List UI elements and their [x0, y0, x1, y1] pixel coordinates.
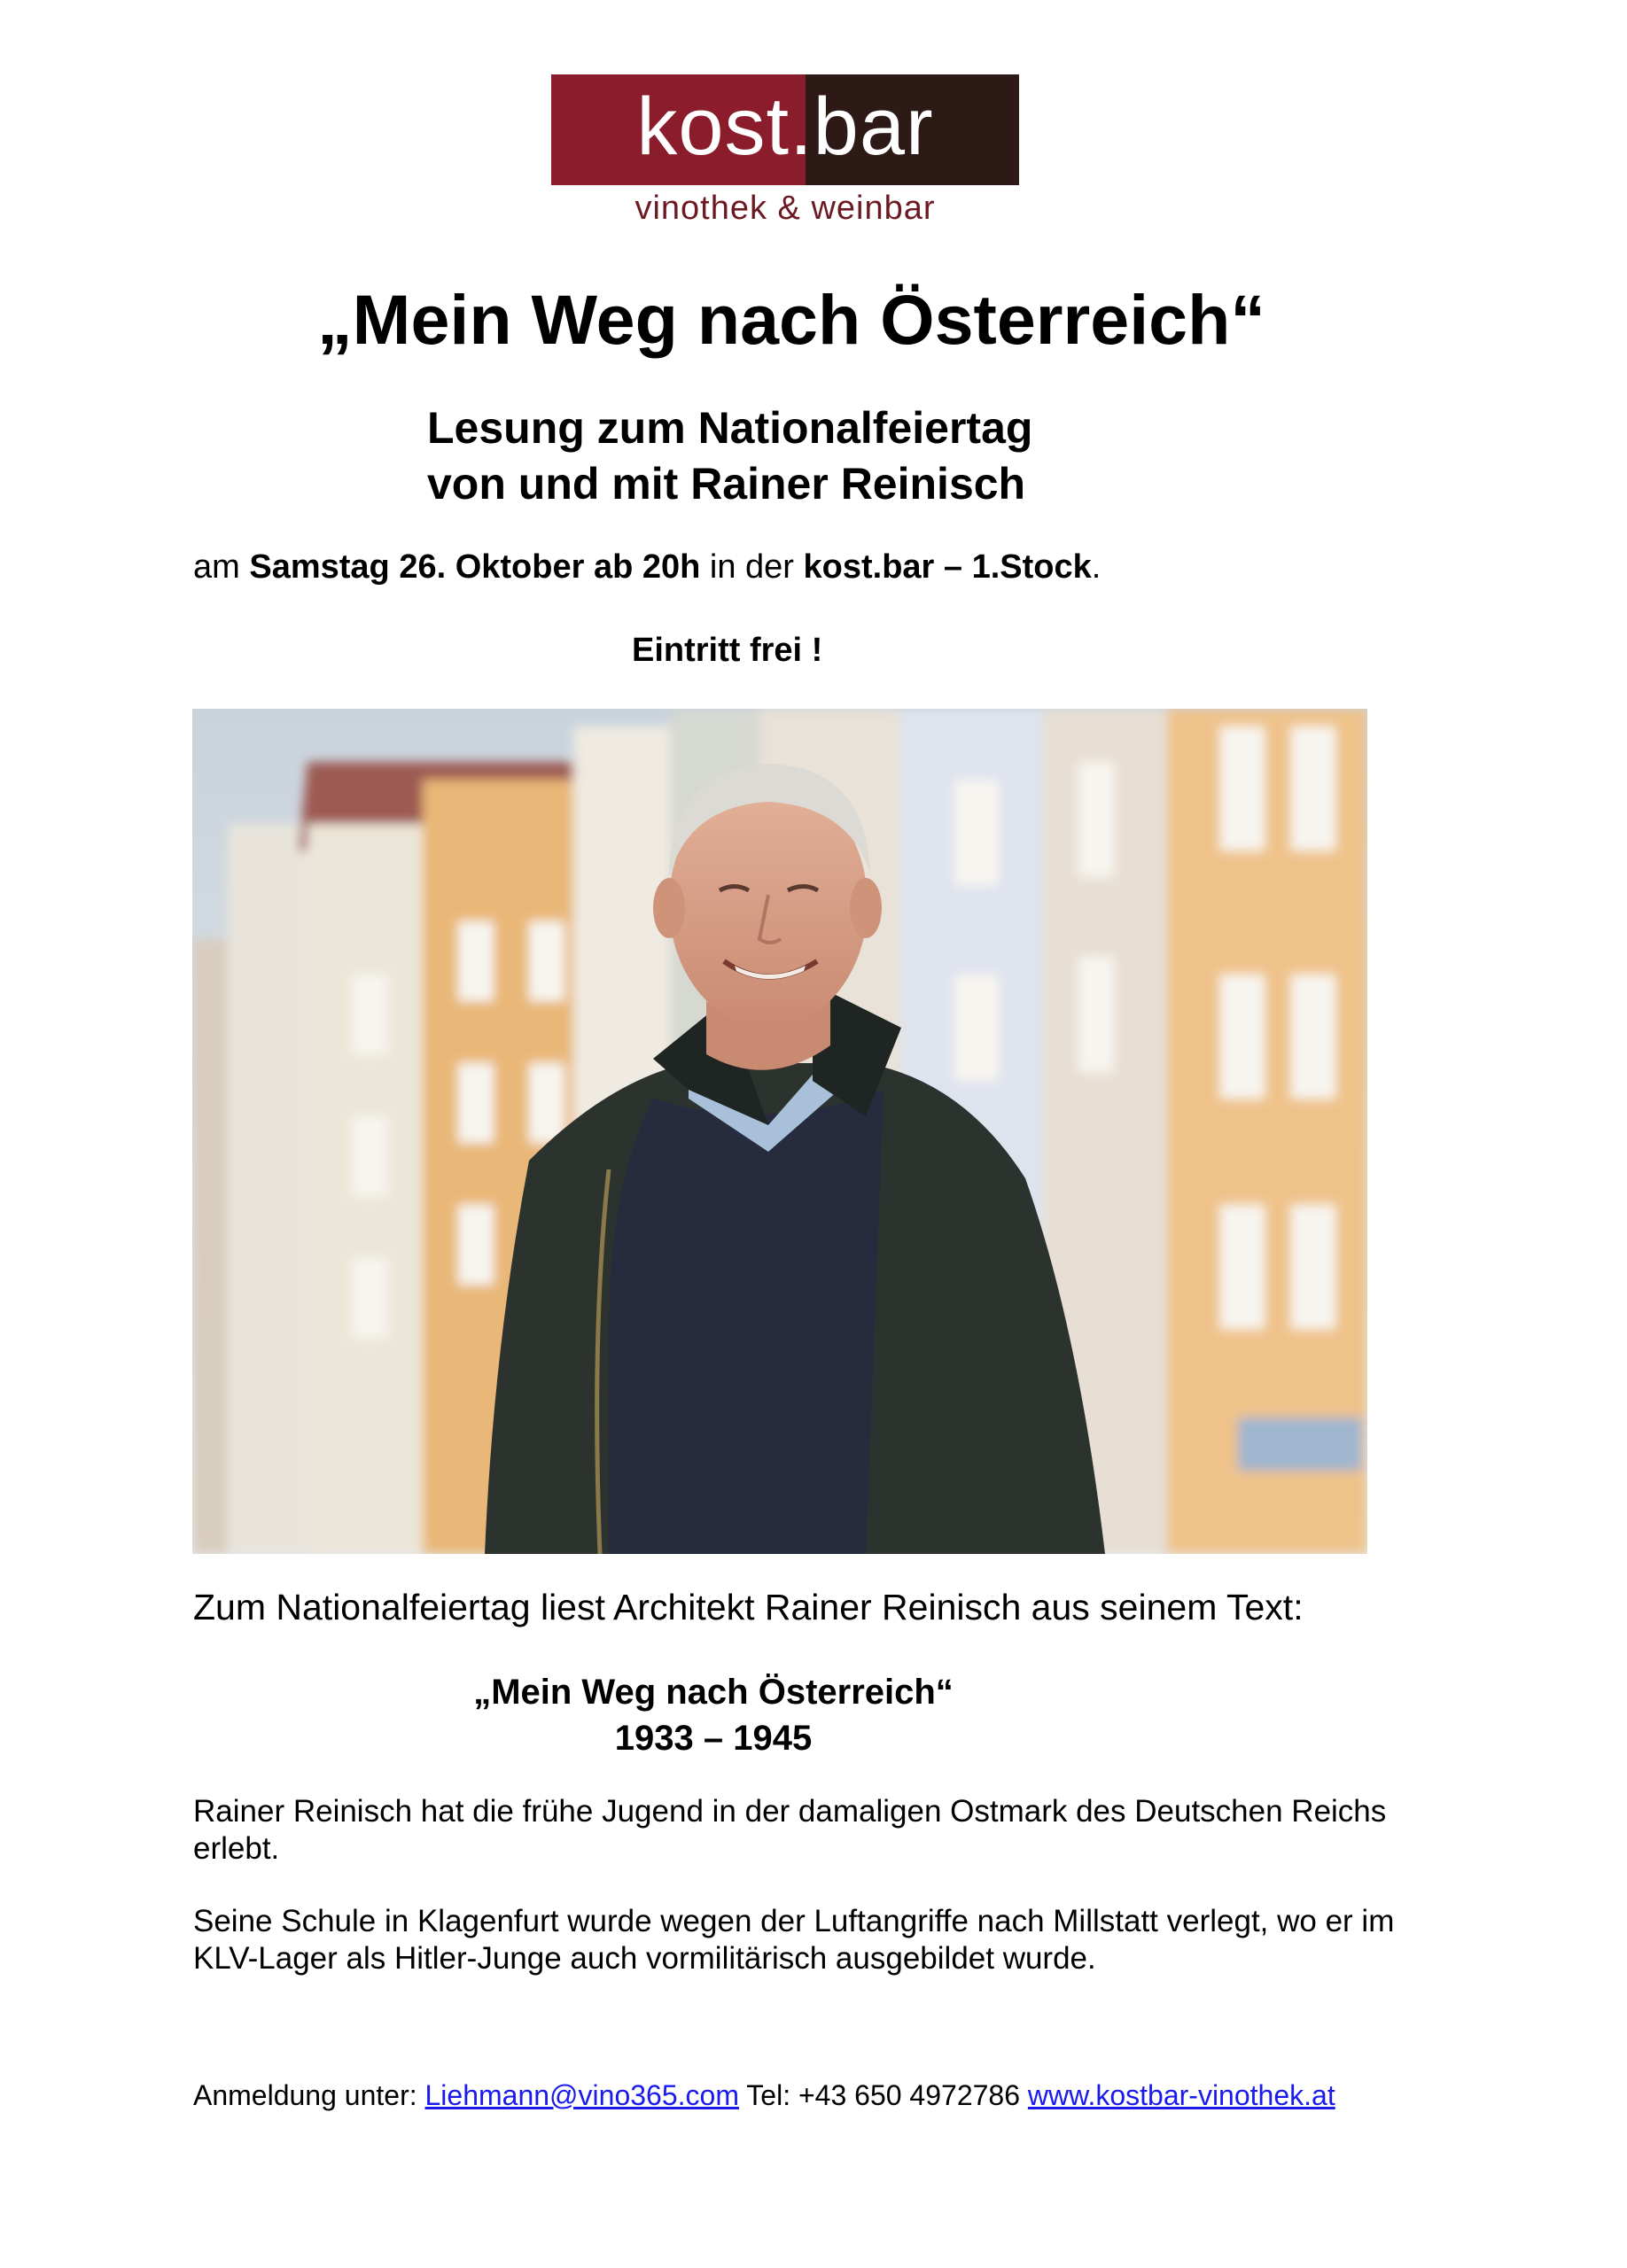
event-date-line: [193, 548, 1101, 588]
contact-line: [193, 2078, 1335, 2112]
intro-text: Zum Nationalfeiertag liest Architekt Rainer Reinisch aus seinem Text:: [193, 1587, 1304, 1627]
event-title: „Mein Weg nach Österreich“: [317, 280, 1265, 359]
logo-tagline: vinothek & weinbar: [634, 190, 936, 227]
date-suffix: .: [1091, 548, 1102, 586]
quote-title: „Mein Weg nach Österreich“: [473, 1673, 954, 1712]
phone-number: Tel: +43 650 4972786: [738, 2079, 1028, 2111]
text-quote: [0, 1669, 1427, 1761]
subtitle-line-2: von und mit Rainer Reinisch: [427, 459, 1026, 509]
event-location: kost.bar – 1.Stock: [803, 548, 1092, 586]
paragraph-school: Seine Schule in Klagenfurt wurde wegen der Luftangriffe nach Millstatt verlegt, wo er im KLV-Lager als Hitler-Junge auch vormilitärisch ausgebildet wurde.: [193, 1904, 1395, 1976]
email-link[interactable]: Liehmann@vino365.com: [424, 2079, 739, 2111]
paragraph-youth: Rainer Reinisch hat die frühe Jugend in der damaligen Ostmark des Deutschen Reichs erlebt.: [193, 1794, 1387, 1866]
event-subtitle: [427, 400, 1032, 512]
website-link[interactable]: www.kostbar-vinothek.at: [1027, 2079, 1335, 2111]
speaker-photo-illustration: [192, 709, 1367, 1554]
contact-label: Anmeldung unter:: [193, 2079, 425, 2111]
date-prefix: am: [193, 548, 250, 586]
entry-note: Eintritt frei !: [632, 632, 823, 669]
speaker-photo: [192, 709, 1367, 1554]
quote-years: 1933 – 1945: [614, 1719, 813, 1758]
date-middle: in der: [700, 548, 804, 586]
logo-wordmark: kost.bar: [636, 81, 934, 172]
kostbar-logo: [551, 74, 1019, 225]
event-date: Samstag 26. Oktober ab 20h: [249, 548, 701, 586]
subtitle-line-1: Lesung zum Nationalfeiertag: [427, 403, 1033, 453]
